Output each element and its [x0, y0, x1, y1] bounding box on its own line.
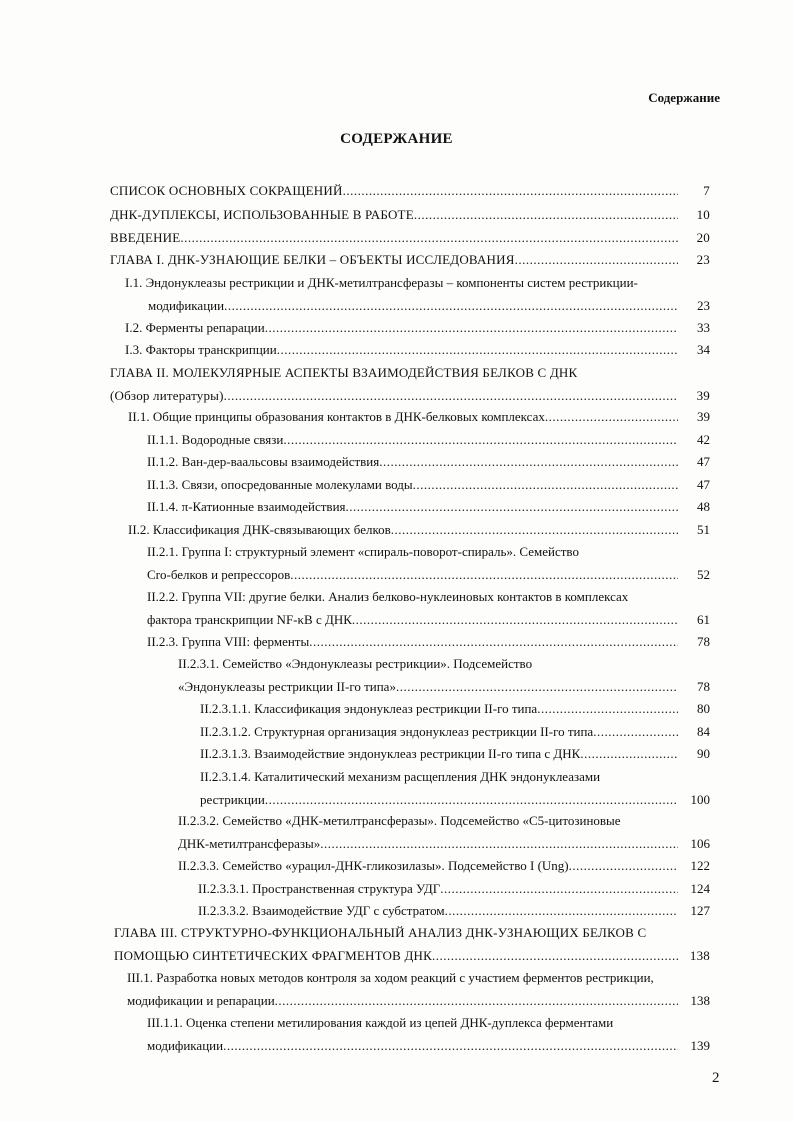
toc-entry-title: ГЛАВА III. СТРУКТУРНО-ФУНКЦИОНАЛЬНЫЙ АНАЛИЗ ДНК-УЗНАЮЩИХ БЕЛКОВ С: [114, 925, 647, 940]
toc-page-number: 39: [697, 409, 710, 424]
toc-page-number: 47: [697, 454, 710, 469]
toc-page-number: 139: [690, 1038, 710, 1053]
toc-entry-title: ВВЕДЕНИЕ: [110, 230, 181, 245]
toc-entry[interactable]: [0, 338, 710, 361]
toc-page-number: 34: [697, 342, 710, 357]
toc-entry[interactable]: [0, 1011, 710, 1057]
toc-entry[interactable]: [0, 226, 710, 249]
toc-entry-title: СПИСОК ОСНОВНЫХ СОКРАЩЕНИЙ: [110, 183, 343, 198]
dot-leader: [545, 405, 678, 428]
toc-entry[interactable]: [0, 809, 710, 855]
toc-entry-title: II.1. Общие принципы образования контактов в ДНК-белковых комплексах: [128, 409, 545, 424]
toc-page-number: 124: [690, 881, 710, 896]
toc-page-number: 23: [696, 252, 710, 267]
toc-entry-title: I.1. Эндонуклеазы рестрикции и ДНК-метилтрансферазы – компоненты систем рестрикции-: [125, 275, 638, 290]
dot-leader: [223, 1034, 678, 1057]
dot-leader: [277, 338, 678, 361]
toc-entry[interactable]: [0, 765, 710, 811]
dot-leader: [265, 788, 678, 811]
toc-page-number: 48: [697, 499, 710, 514]
toc-page-number: 84: [697, 724, 710, 739]
dot-leader: [391, 518, 678, 541]
dot-leader: [515, 248, 678, 271]
toc-page-number: 33: [697, 320, 710, 335]
toc-entry[interactable]: [0, 361, 710, 407]
running-header: Содержание: [648, 90, 720, 105]
dot-leader: [309, 630, 678, 653]
toc-page-number: 138: [690, 993, 710, 1008]
dot-leader: [343, 179, 678, 202]
dot-leader: [413, 473, 678, 496]
toc-entry[interactable]: [0, 203, 710, 226]
toc-entry-title: III.1. Разработка новых методов контроля за ходом реакций с участием ферментов рестрикции,: [127, 970, 654, 985]
toc-entry-title: (Обзор литературы): [110, 388, 224, 403]
toc-page-number: 61: [697, 612, 710, 627]
toc-entry-title: II.2. Классификация ДНК-связывающих белков: [128, 522, 391, 537]
toc-entry[interactable]: [0, 652, 710, 698]
dot-leader: [224, 384, 678, 407]
toc-entry-title: I.2. Ферменты репарации: [125, 320, 265, 335]
toc-entry[interactable]: [0, 899, 710, 922]
toc-page-number: 90: [697, 746, 710, 761]
dot-leader: [180, 226, 678, 249]
dot-leader: [440, 877, 678, 900]
toc-entry[interactable]: [0, 854, 710, 877]
dot-leader: [283, 428, 678, 451]
toc-entry[interactable]: [0, 697, 710, 720]
toc-entry[interactable]: [0, 540, 710, 586]
dot-leader: [352, 608, 678, 631]
toc-page-number: 122: [690, 858, 710, 873]
toc-entry[interactable]: [0, 248, 710, 271]
toc-page-number: 52: [697, 567, 710, 582]
toc-entry-title: «Эндонуклеазы рестрикции II-го типа»: [178, 679, 396, 694]
toc-entry-title: II.2.3.1. Семейство «Эндонуклеазы рестрикции». Подсемейство: [178, 656, 533, 671]
toc-entry-title: II.2.3.2. Семейство «ДНК-метилтрансферазы». Подсемейство «C5-цитозиновые: [178, 813, 621, 828]
toc-entry-title: II.2.3.3.2. Взаимодействие УДГ с субстратом: [198, 903, 445, 918]
dot-leader: [224, 294, 678, 317]
toc-page-number: 39: [696, 388, 710, 403]
toc-entry-title: II.1.1. Водородные связи: [147, 432, 284, 447]
toc-page-number: 106: [690, 836, 710, 851]
toc-page-number: 78: [697, 634, 710, 649]
dot-leader: [379, 450, 678, 473]
toc-entry-title: II.2.3. Группа VIII: ферменты: [147, 634, 310, 649]
toc-entry-title: II.2.3.3.1. Пространственная структура УДГ: [198, 881, 441, 896]
dot-leader: [569, 854, 678, 877]
toc-entry[interactable]: [0, 450, 710, 473]
toc-entry-title: ПОМОЩЬЮ СИНТЕТИЧЕСКИХ ФРАГМЕНТОВ ДНК: [114, 948, 432, 963]
toc-entry-title: III.1.1. Оценка степени метилирования каждой из цепей ДНК-дуплекса ферментами: [147, 1015, 614, 1030]
toc-entry-title: ДНК-метилтрансферазы»: [178, 836, 321, 851]
toc-entry[interactable]: [0, 720, 710, 743]
toc-entry-title: модификации: [147, 1038, 224, 1053]
page-number: 2: [712, 1070, 720, 1086]
toc-entry[interactable]: [0, 742, 710, 765]
page-title: СОДЕРЖАНИЕ: [340, 131, 453, 147]
dot-leader: [537, 697, 678, 720]
dot-leader: [290, 563, 678, 586]
toc-entry-title: II.2.3.1.4. Каталитический механизм расщепления ДНК эндонуклеазами: [200, 769, 601, 784]
toc-entry[interactable]: [0, 179, 710, 202]
dot-leader: [320, 832, 678, 855]
toc-entry-title: модификации и репарации: [127, 993, 275, 1008]
toc-entry[interactable]: [0, 473, 710, 496]
dot-leader: [396, 675, 678, 698]
toc-page-number: 78: [697, 679, 710, 694]
toc-entry-title: II.2.3.1.3. Взаимодействие эндонуклеаз рестрикции II-го типа с ДНК: [200, 746, 581, 761]
toc-entry[interactable]: [0, 966, 710, 1012]
toc-page-number: 23: [697, 298, 710, 313]
toc-page-number: 51: [697, 522, 710, 537]
toc-page-number: 47: [697, 477, 710, 492]
dot-leader: [445, 899, 678, 922]
dot-leader: [580, 742, 678, 765]
toc-entry-title: II.2.3.1.2. Структурная организация эндонуклеаз рестрикции II-го типа: [200, 724, 594, 739]
toc-entry-title: II.2.3.3. Семейство «урацил-ДНК-гликозилазы». Подсемейство I (Ung): [178, 858, 569, 873]
toc-entry[interactable]: [0, 495, 710, 518]
toc-entry[interactable]: [0, 630, 710, 653]
toc-entry-title: рестрикции: [200, 792, 265, 807]
toc-page-number: 7: [703, 183, 710, 198]
toc-entry-title: II.2.1. Группа I: структурный элемент «спираль-поворот-спираль». Семейство: [147, 544, 579, 559]
toc-entry-title: фактора транскрипции NF-κB с ДНК: [147, 612, 352, 627]
dot-leader: [265, 316, 678, 339]
toc-entry[interactable]: [0, 585, 710, 631]
toc-entry[interactable]: [0, 921, 710, 967]
toc-entry-title: II.1.3. Связи, опосредованные молекулами воды: [147, 477, 413, 492]
toc-entry-title: II.1.2. Ван-дер-ваальсовы взаимодействия: [147, 454, 380, 469]
toc-page-number: 127: [690, 903, 710, 918]
toc-entry-title: II.2.2. Группа VII: другие белки. Анализ белково-нуклеиновых контактов в комплексах: [147, 589, 629, 604]
toc-entry-title: I.3. Факторы транскрипции: [125, 342, 277, 357]
dot-leader: [432, 944, 678, 967]
toc-entry-title: ГЛАВА II. МОЛЕКУЛЯРНЫЕ АСПЕКТЫ ВЗАИМОДЕЙСТВИЯ БЕЛКОВ С ДНК: [110, 365, 578, 380]
toc-entry-title: ДНК-ДУПЛЕКСЫ, ИСПОЛЬЗОВАННЫЕ В РАБОТЕ: [110, 207, 414, 222]
toc-page-number: 20: [696, 230, 710, 245]
toc-entry[interactable]: [0, 877, 710, 900]
dot-leader: [346, 495, 678, 518]
toc-entry[interactable]: [0, 518, 710, 541]
toc-page-number: 10: [696, 207, 710, 222]
toc-page-number: 100: [690, 792, 710, 807]
toc-entry-title: II.2.3.1.1. Классификация эндонуклеаз рестрикции II-го типа: [200, 701, 538, 716]
toc-page-number: 80: [697, 701, 710, 716]
toc-entry-title: II.1.4. π-Катионные взаимодействия: [147, 499, 346, 514]
toc-entry-title: Cro-белков и репрессоров: [147, 567, 291, 582]
toc-entry[interactable]: [0, 316, 710, 339]
toc-page-number: 42: [697, 432, 710, 447]
toc-entry[interactable]: [0, 271, 710, 317]
toc-page-number: 138: [689, 948, 710, 963]
toc-entry[interactable]: [0, 428, 710, 451]
toc-entry[interactable]: [0, 405, 710, 428]
dot-leader: [275, 989, 678, 1012]
dot-leader: [414, 203, 678, 226]
toc-entry-title: ГЛАВА I. ДНК-УЗНАЮЩИЕ БЕЛКИ – ОБЪЕКТЫ ИССЛЕДОВАНИЯ: [110, 252, 515, 267]
dot-leader: [593, 720, 678, 743]
toc-entry-title: модификации: [148, 298, 225, 313]
